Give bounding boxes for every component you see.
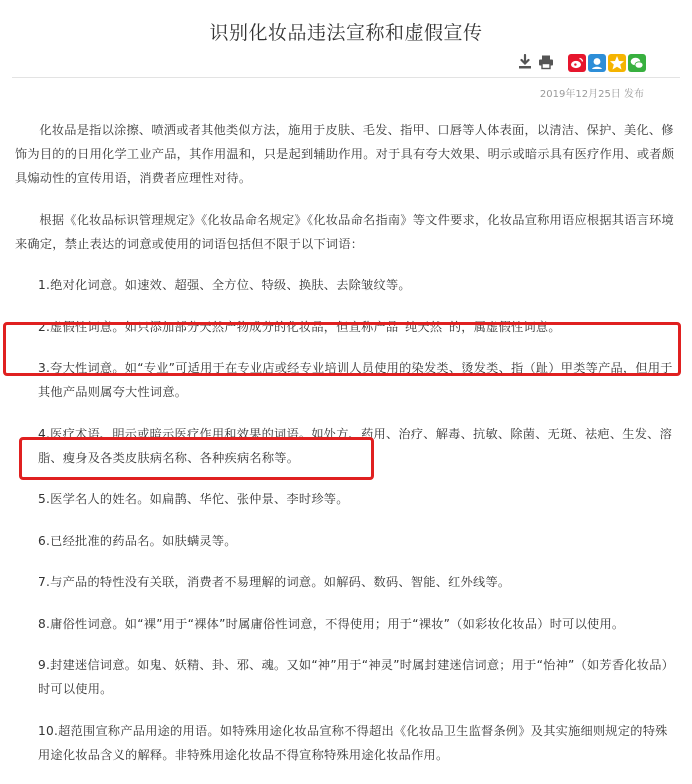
weibo-share-icon[interactable] — [568, 54, 586, 72]
list-item-10: 10.超范围宣称产品用途的用语。如特殊用途化妆品宣称不得超出《化妆品卫生监督条例》及其实施细则规定的特殊用途化妆品含义的解释。非特殊用途化妆品不得宣称特殊用途化妆品作用。 — [38, 723, 668, 762]
publish-label: 发布 — [624, 89, 644, 100]
publish-date: 2019年12月25日 — [539, 89, 621, 100]
article-toolbar — [0, 54, 692, 76]
intro-paragraph: 化妆品是指以涂擦、喷洒或者其他类似方法，施用于皮肤、毛发、指甲、口唇等人体表面，以清洁、保护、美化、修饰为目的的日用化学工业产品，其作用温和，只是起到辅助作用。对于具有夸大效果、明示或暗示具有医疗作用、或者颇具煽动性的宣传用语，消费者应理性对待。 — [15, 123, 675, 185]
list-item-8: 8.庸俗性词意。如“裸”用于“裸体”时属庸俗性词意，不得使用；用于“裸妆”（如彩妆化妆品）时可以使用。 — [38, 616, 625, 631]
download-icon[interactable] — [517, 54, 533, 70]
article-title: 识别化妆品违法宣称和虚假宣传 — [209, 22, 483, 44]
list-item-2: 2.虚假性词意。如只添加部分天然产物成分的化妆品，但宣称产品“纯天然”的，属虚假性词意。 — [38, 319, 561, 334]
rule-paragraph: 根据《化妆品标识管理规定》《化妆品命名规定》《化妆品命名指南》等文件要求，化妆品宣称用语应根据其语言环境来确定，禁止表达的词意或使用的词语包括但不限于以下词语： — [15, 212, 674, 251]
wechat-share-icon[interactable] — [628, 54, 646, 72]
highlight-box-item-3 — [3, 322, 681, 376]
list-item-7: 7.与产品的特性没有关联，消费者不易理解的词意。如解码、数码、智能、红外线等。 — [38, 575, 511, 589]
list-item-3: 3.夸大性词意。如“专业”可适用于在专业店或经专业培训人员使用的染发类、烫发类、指（趾）甲类等产品，但用于其他产品则属夸大性词意。 — [38, 361, 673, 399]
qzone-share-icon[interactable] — [588, 54, 606, 72]
list-item-9: 9.封建迷信词意。如鬼、妖精、卦、邪、魂。又如“神”用于“神灵”时属封建迷信词意；用于“怡神”（如芳香化妆品）时可以使用。 — [38, 658, 675, 696]
publish-info — [540, 85, 644, 100]
list-item-5: 5.医学名人的姓名。如扁鹊、华佗、张仲景、李时珍等。 — [38, 492, 349, 506]
header-divider — [12, 77, 680, 78]
list-item-4: 4.医疗术语、明示或暗示医疗作用和效果的词语。如处方、药用、治疗、解毒、抗敏、除菌、无斑、祛疤、生发、溶脂、瘦身及各类皮肤病名称、各种疾病名称等。 — [38, 426, 673, 465]
favorite-share-icon[interactable] — [608, 54, 626, 72]
list-item-6: 6.已经批准的药品名。如肤螨灵等。 — [38, 533, 237, 548]
highlight-box-item-5 — [19, 437, 374, 480]
list-item-1: 1.绝对化词意。如速效、超强、全方位、特级、换肤、去除皱纹等。 — [38, 278, 411, 292]
print-icon[interactable] — [538, 54, 554, 70]
